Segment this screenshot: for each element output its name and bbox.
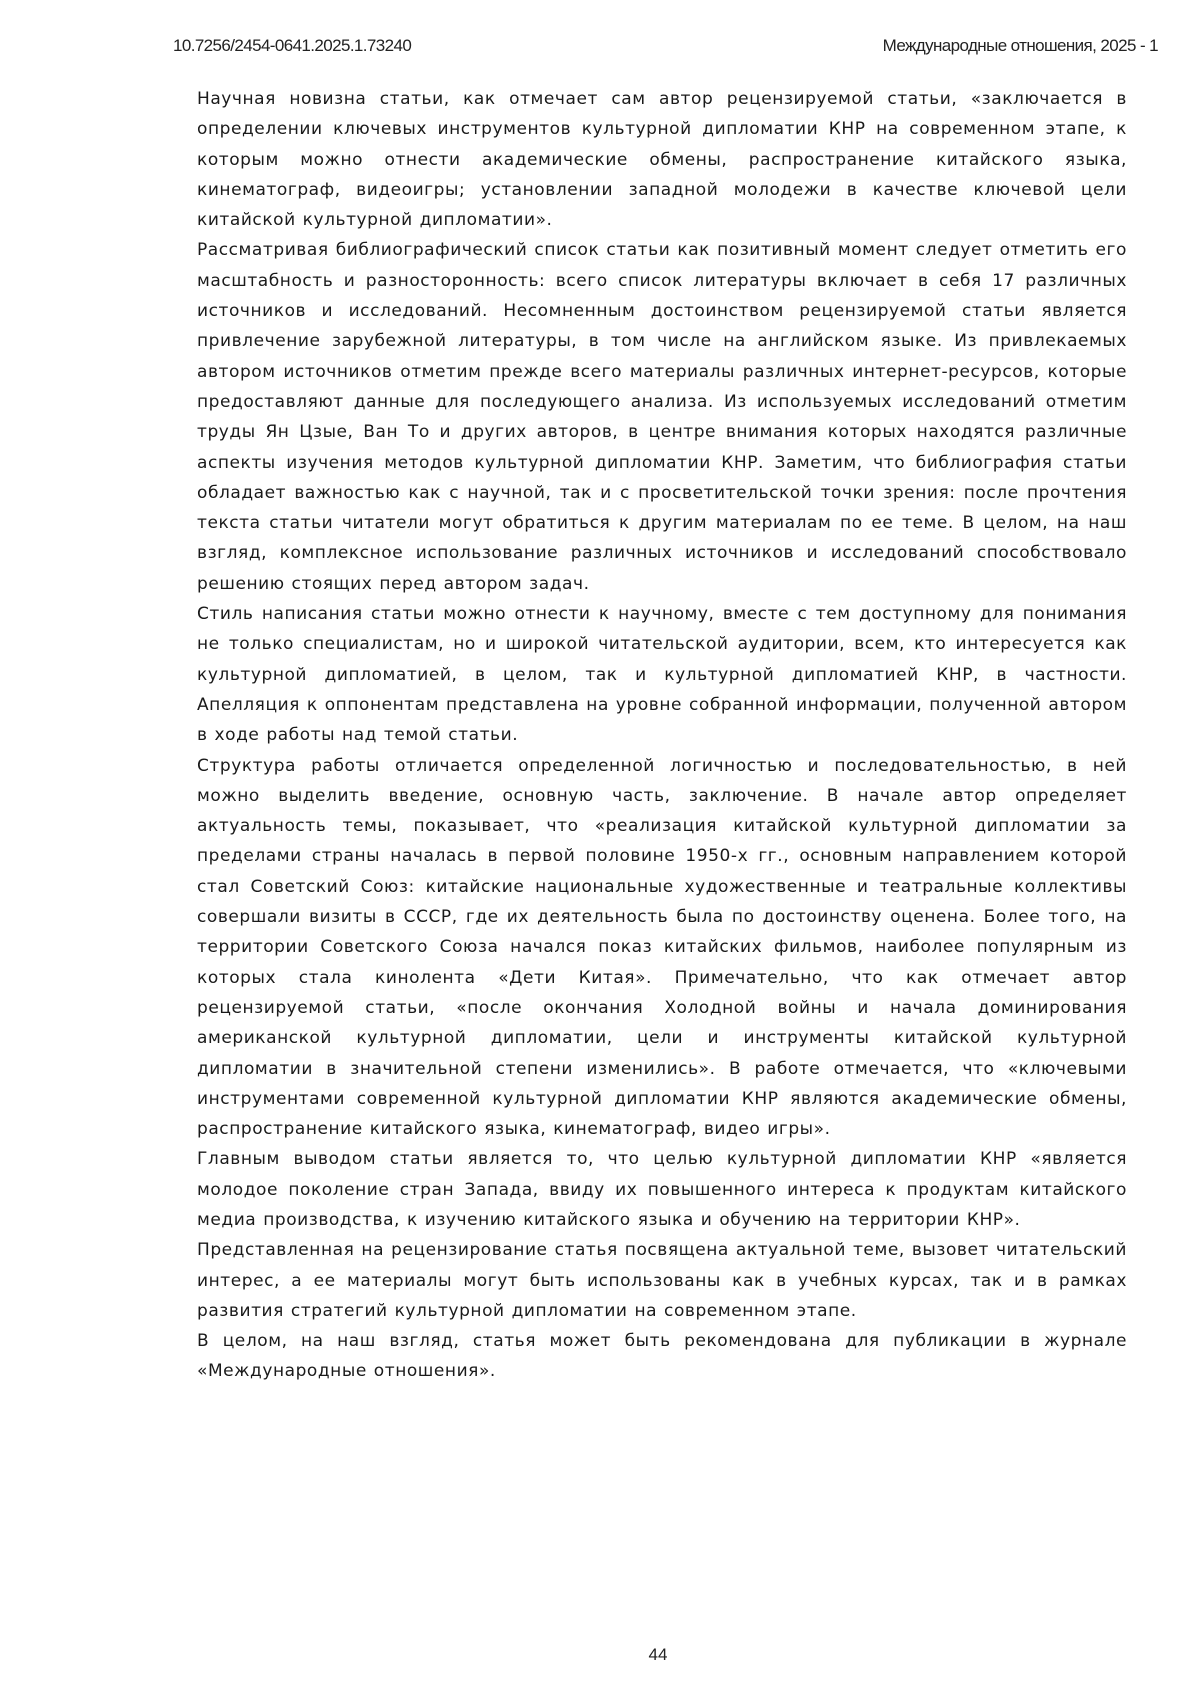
paragraph-bibliography: Рассматривая библиографический список статьи как позитивный момент следует отметить его масштабность и разносторонность: всего список литературы включает в себя 17 различных источников и исследований. Несомненным достоинством рецензируемой статьи является привлечение зарубежной литературы, в том числе на английском языке. Из привлекаемых автором источников отметим прежде всего материалы различных интернет-ресурсов, которые предоставляют данные для последующего анализа. Из используемых исследований отметим труды Ян Цзые, Ван То и других авторов, в центре внимания которых находятся различные аспекты изучения методов культурной дипломатии КНР. Заметим, что библиография статьи обладает важностью как с научной, так и с просветительской точки зрения: после прочтения текста статьи читатели могут обратиться к другим материалам по ее теме. В целом, на наш взгляд, комплексное использование различных источников и исследований способствовало решению стоящих перед автором задач.	[197, 240, 1127, 594]
paragraph-structure: Структура работы отличается определенной логичностью и последовательностью, в ней можно выделить введение, основную часть, заключение. В начале автор определяет актуальность темы, показывает, что «реализация китайской культурной дипломатии за пределами страны началась в первой половине 1950-х гг., основным направлением которой стал Советский Союз: китайские национальные художественные и театральные коллективы совершали визиты в СССР, где их деятельность была по достоинству оценена. Более того, на территории Советского Союза начался показ китайских фильмов, наиболее популярным из которых стала кинолента «Дети Китая». Примечательно, что как отмечает автор рецензируемой статьи, «после окончания Холодной войны и начала доминирования американской культурной дипломатии, цели и инструменты китайской культурной дипломатии в значительной степени изменились». В работе отмечается, что «ключевыми инструментами современной культурной дипломатии КНР являются академические обмены, распространение китайского языка, кинематограф, видео игры».	[197, 755, 1127, 1140]
paragraph-recommendation: В целом, на наш взгляд, статья может быть рекомендована для публикации в журнале «Международные отношения».	[197, 1331, 1127, 1382]
page-number: 44	[648, 1645, 668, 1664]
journal-title: Международные отношения, 2025 - 1	[882, 36, 1158, 55]
paragraph-conclusion: Главным выводом статьи является то, что целью культурной дипломатии КНР «является молодое поколение стран Запада, ввиду их повышенного интереса к продуктам китайского медиа производства, к изучению китайского языка и обучению на территории КНР».	[197, 1149, 1127, 1230]
running-header	[173, 36, 1158, 62]
doi-text: 10.7256/2454-0641.2025.1.73240	[173, 36, 412, 55]
paragraph-style: Стиль написания статьи можно отнести к научному, вместе с тем доступному для понимания не только специалистам, но и широкой читательской аудитории, всем, кто интересуется как культурной дипломатией, в целом, так и культурной дипломатией КНР, в частности. Апелляция к оппонентам представлена на уровне собранной информации, полученной автором в ходе работы над темой статьи.	[197, 604, 1127, 746]
paragraph-novelty: Научная новизна статьи, как отмечает сам автор рецензируемой статьи, «заключается в определении ключевых инструментов культурной дипломатии КНР на современном этапе, к которым можно отнести академические обмены, распространение китайского языка, кинематограф, видеоигры; установлении западной молодежи в качестве ключевой цели китайской культурной дипломатии».	[197, 89, 1127, 231]
paragraph-relevance: Представленная на рецензирование статья посвящена актуальной теме, вызовет читательский интерес, а ее материалы могут быть использованы как в учебных курсах, так и в рамках развития стратегий культурной дипломатии на современном этапе.	[197, 1240, 1127, 1321]
article-body	[197, 84, 1127, 1387]
